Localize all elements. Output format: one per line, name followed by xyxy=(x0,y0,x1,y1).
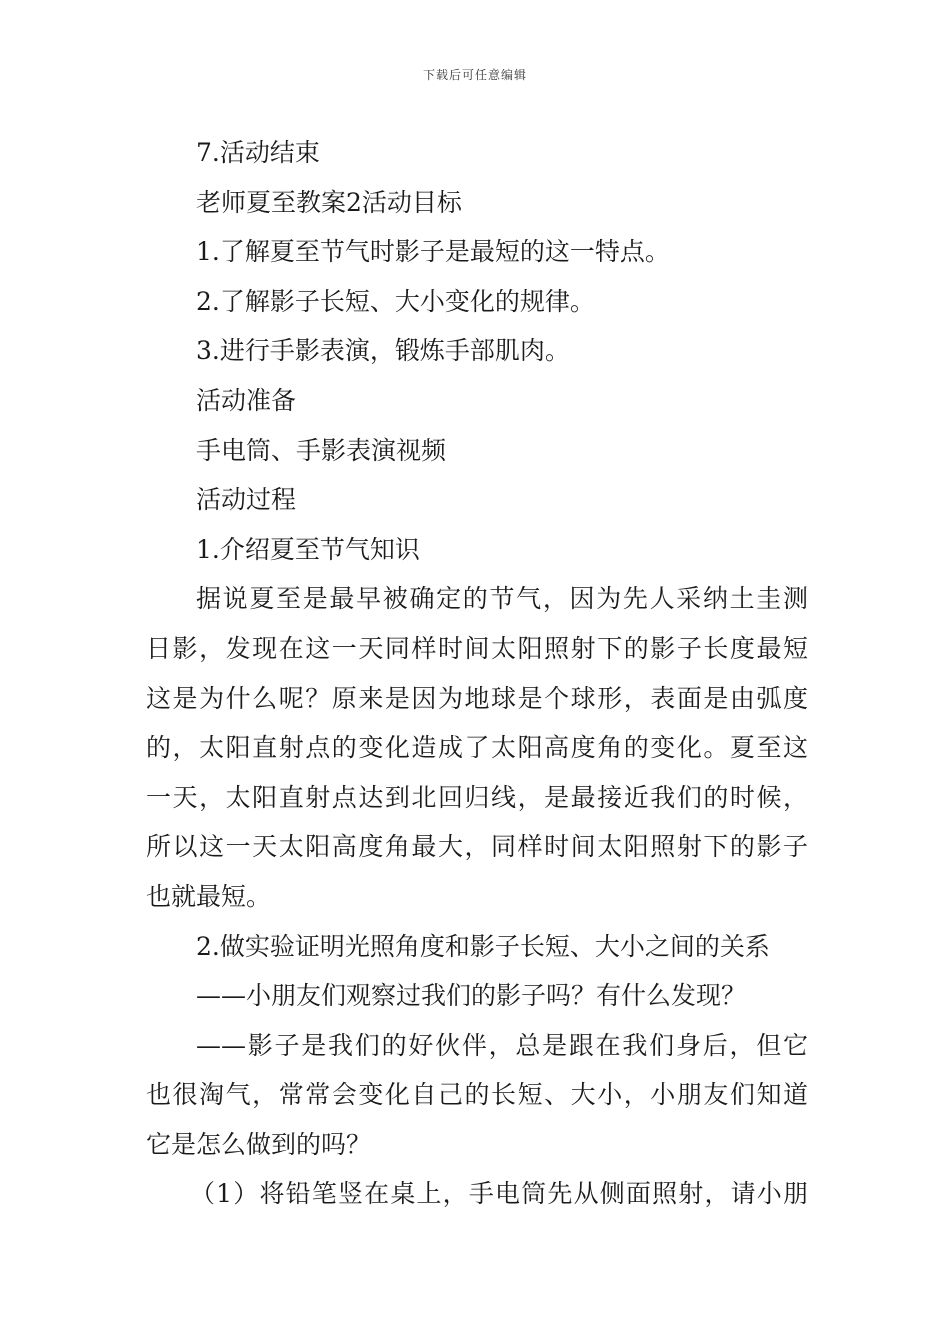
paragraph-line: 这是为什么呢？原来是因为地球是个球形，表面是由弧度 xyxy=(146,683,808,713)
section-heading: 1.介绍夏至节气知识 xyxy=(196,534,420,564)
paragraph-line: （1）将铅笔竖在桌上，手电筒先从侧面照射，请小朋 xyxy=(190,1179,808,1209)
paragraph-line: 所以这一天太阳高度角最大，同样时间太阳照射下的影子 xyxy=(146,832,808,862)
section-heading: 活动准备 xyxy=(196,385,297,415)
paragraph-line: ——小朋友们观察过我们的影子吗？有什么发现？ xyxy=(196,981,747,1011)
paragraph-line: 也很淘气，常常会变化自己的长短、大小，小朋友们知道 xyxy=(146,1080,808,1110)
list-item: 3.进行手影表演，锻炼手部肌肉。 xyxy=(196,336,570,366)
paragraph-line: 它是怎么做到的吗？ xyxy=(146,1129,372,1159)
paragraph-line: 日影，发现在这一天同样时间太阳照射下的影子长度最短 xyxy=(146,633,808,663)
paragraph-line: 一天，太阳直射点达到北回归线，是最接近我们的时候， xyxy=(146,782,808,812)
header-note: 下载后可任意编辑 xyxy=(422,68,527,82)
paragraph-line: 也就最短。 xyxy=(146,881,272,911)
paragraph-line: ——影子是我们的好伙伴，总是跟在我们身后，但它 xyxy=(196,1030,808,1060)
paragraph-line: 的，太阳直射点的变化造成了太阳高度角的变化。夏至这 xyxy=(146,733,808,763)
section-heading: 7.活动结束 xyxy=(196,138,320,167)
section-heading: 活动过程 xyxy=(196,485,297,515)
section-heading: 老师夏至教案2活动目标 xyxy=(196,187,462,217)
paragraph-line: 手电筒、手影表演视频 xyxy=(196,435,447,465)
list-item: 2.了解影子长短、大小变化的规律。 xyxy=(196,286,595,316)
section-heading: 2.做实验证明光照角度和影子长短、大小之间的关系 xyxy=(196,931,770,961)
paragraph-line: 据说夏至是最早被确定的节气，因为先人采纳土圭测 xyxy=(196,584,808,614)
list-item: 1.了解夏至节气时影子是最短的这一特点。 xyxy=(196,237,670,267)
document-body xyxy=(146,128,808,1219)
